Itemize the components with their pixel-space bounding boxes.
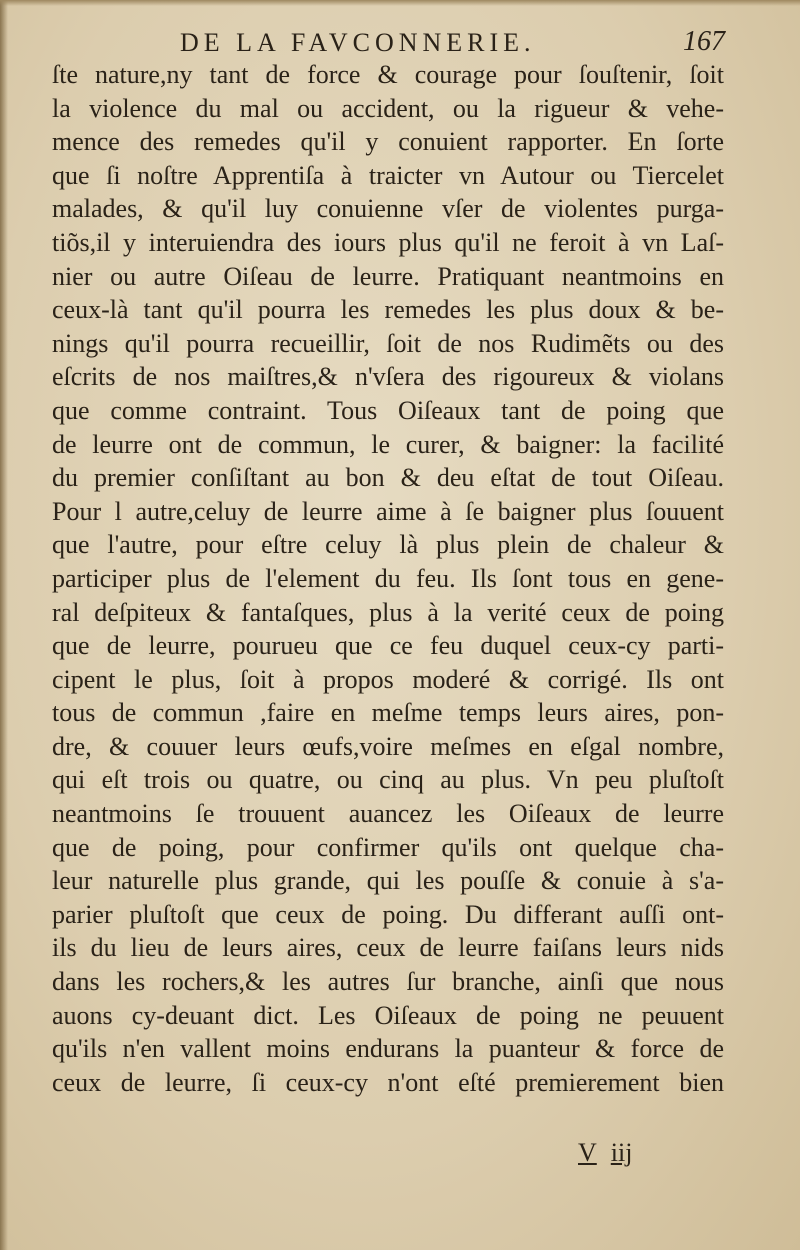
signature-letter: V [578,1138,597,1167]
text-line: que ſi noſtre Apprentiſa à traicter vn Autour ou Tiercelet [52,160,724,190]
text-line: tiõs,il y interuiendra des iours plus qu'il ne feroit à vn Laſ- [52,227,724,257]
page-gutter-shadow [0,0,8,1250]
text-line: mence des remedes qu'il y conuient rapporter. En ſorte [52,127,724,157]
text-line: eſcrits de nos maiſtres,& n'vſera des rigoureux & violans [52,362,724,392]
text-line: leur naturelle plus grande, qui les pouſſe & conuie à s'a- [52,866,724,896]
text-line: que de leurre, pourueu que ce feu duquel ceux-cy parti- [52,631,724,661]
text-line: du premier conſiſtant au bon & deu eſtat de tout Oiſeau. [52,463,724,493]
signature-numeral: iij [610,1138,633,1167]
text-line: ral deſpiteux & fantaſques, plus à la verité ceux de poing [52,597,724,627]
page-top-edge [0,0,800,6]
running-title: DE LA FAVCONNERIE. [180,28,536,57]
text-line: tous de commun ,faire en meſme temps leurs aires, pon- [52,698,724,728]
text-line: ceux-là tant qu'il pourra les remedes les plus doux & be- [52,295,724,325]
text-line: ſte nature,ny tant de force & courage pour ſouſtenir, ſoit [52,60,724,89]
text-line: cipent le plus, ſoit à propos moderé & corrigé. Ils ont [52,664,724,694]
body-text [52,58,724,1099]
text-line: auons cy-deuant dict. Les Oiſeaux de poing ne peuuent [52,1000,724,1030]
text-line: parier pluſtoſt que ceux de poing. Du differant auſſi ont- [52,899,724,929]
text-line: que de poing, pour confirmer qu'ils ont quelque cha- [52,832,724,862]
text-line: la violence du mal ou accident, ou la rigueur & vehe- [52,93,724,123]
text-line: ceux de leurre, ſi ceux-cy n'ont eſté premierement bien [52,1067,724,1097]
text-line: nier ou autre Oiſeau de leurre. Pratiquant neantmoins en [52,261,724,291]
text-line: malades, & qu'il luy conuienne vſer de violentes purga- [52,194,724,224]
text-line: que l'autre, pour eſtre celuy là plus plein de chaleur & [52,530,724,560]
text-line: de leurre ont de commun, le curer, & baigner: la facilité [52,429,724,459]
text-line: dans les rochers,& les autres ſur branche, ainſi que nous [52,967,724,997]
text-line: dre, & couuer leurs œufs,voire meſmes en eſgal nombre, [52,731,724,761]
text-line: nings qu'il pourra recueillir, ſoit de nos Rudimẽts ou des [52,328,724,358]
page-number: 167 [683,26,725,57]
text-line: que comme contraint. Tous Oiſeaux tant de poing que [52,395,724,425]
text-line: qu'ils n'en vallent moins endurans la puanteur & force de [52,1034,724,1064]
text-line: neantmoins ſe trouuent auancez les Oiſeaux de leurre [52,799,724,829]
text-line: ils du lieu de leurs aires, ceux de leurre faiſans leurs nids [52,933,724,963]
text-line: participer plus de l'element du feu. Ils ſont tous en gene- [52,563,724,593]
text-line: Pour l autre,celuy de leurre aime à ſe baigner plus ſouuent [52,496,724,526]
signature-mark [578,1138,632,1168]
text-line: qui eſt trois ou quatre, ou cinq au plus. Vn peu pluſtoſt [52,765,724,795]
